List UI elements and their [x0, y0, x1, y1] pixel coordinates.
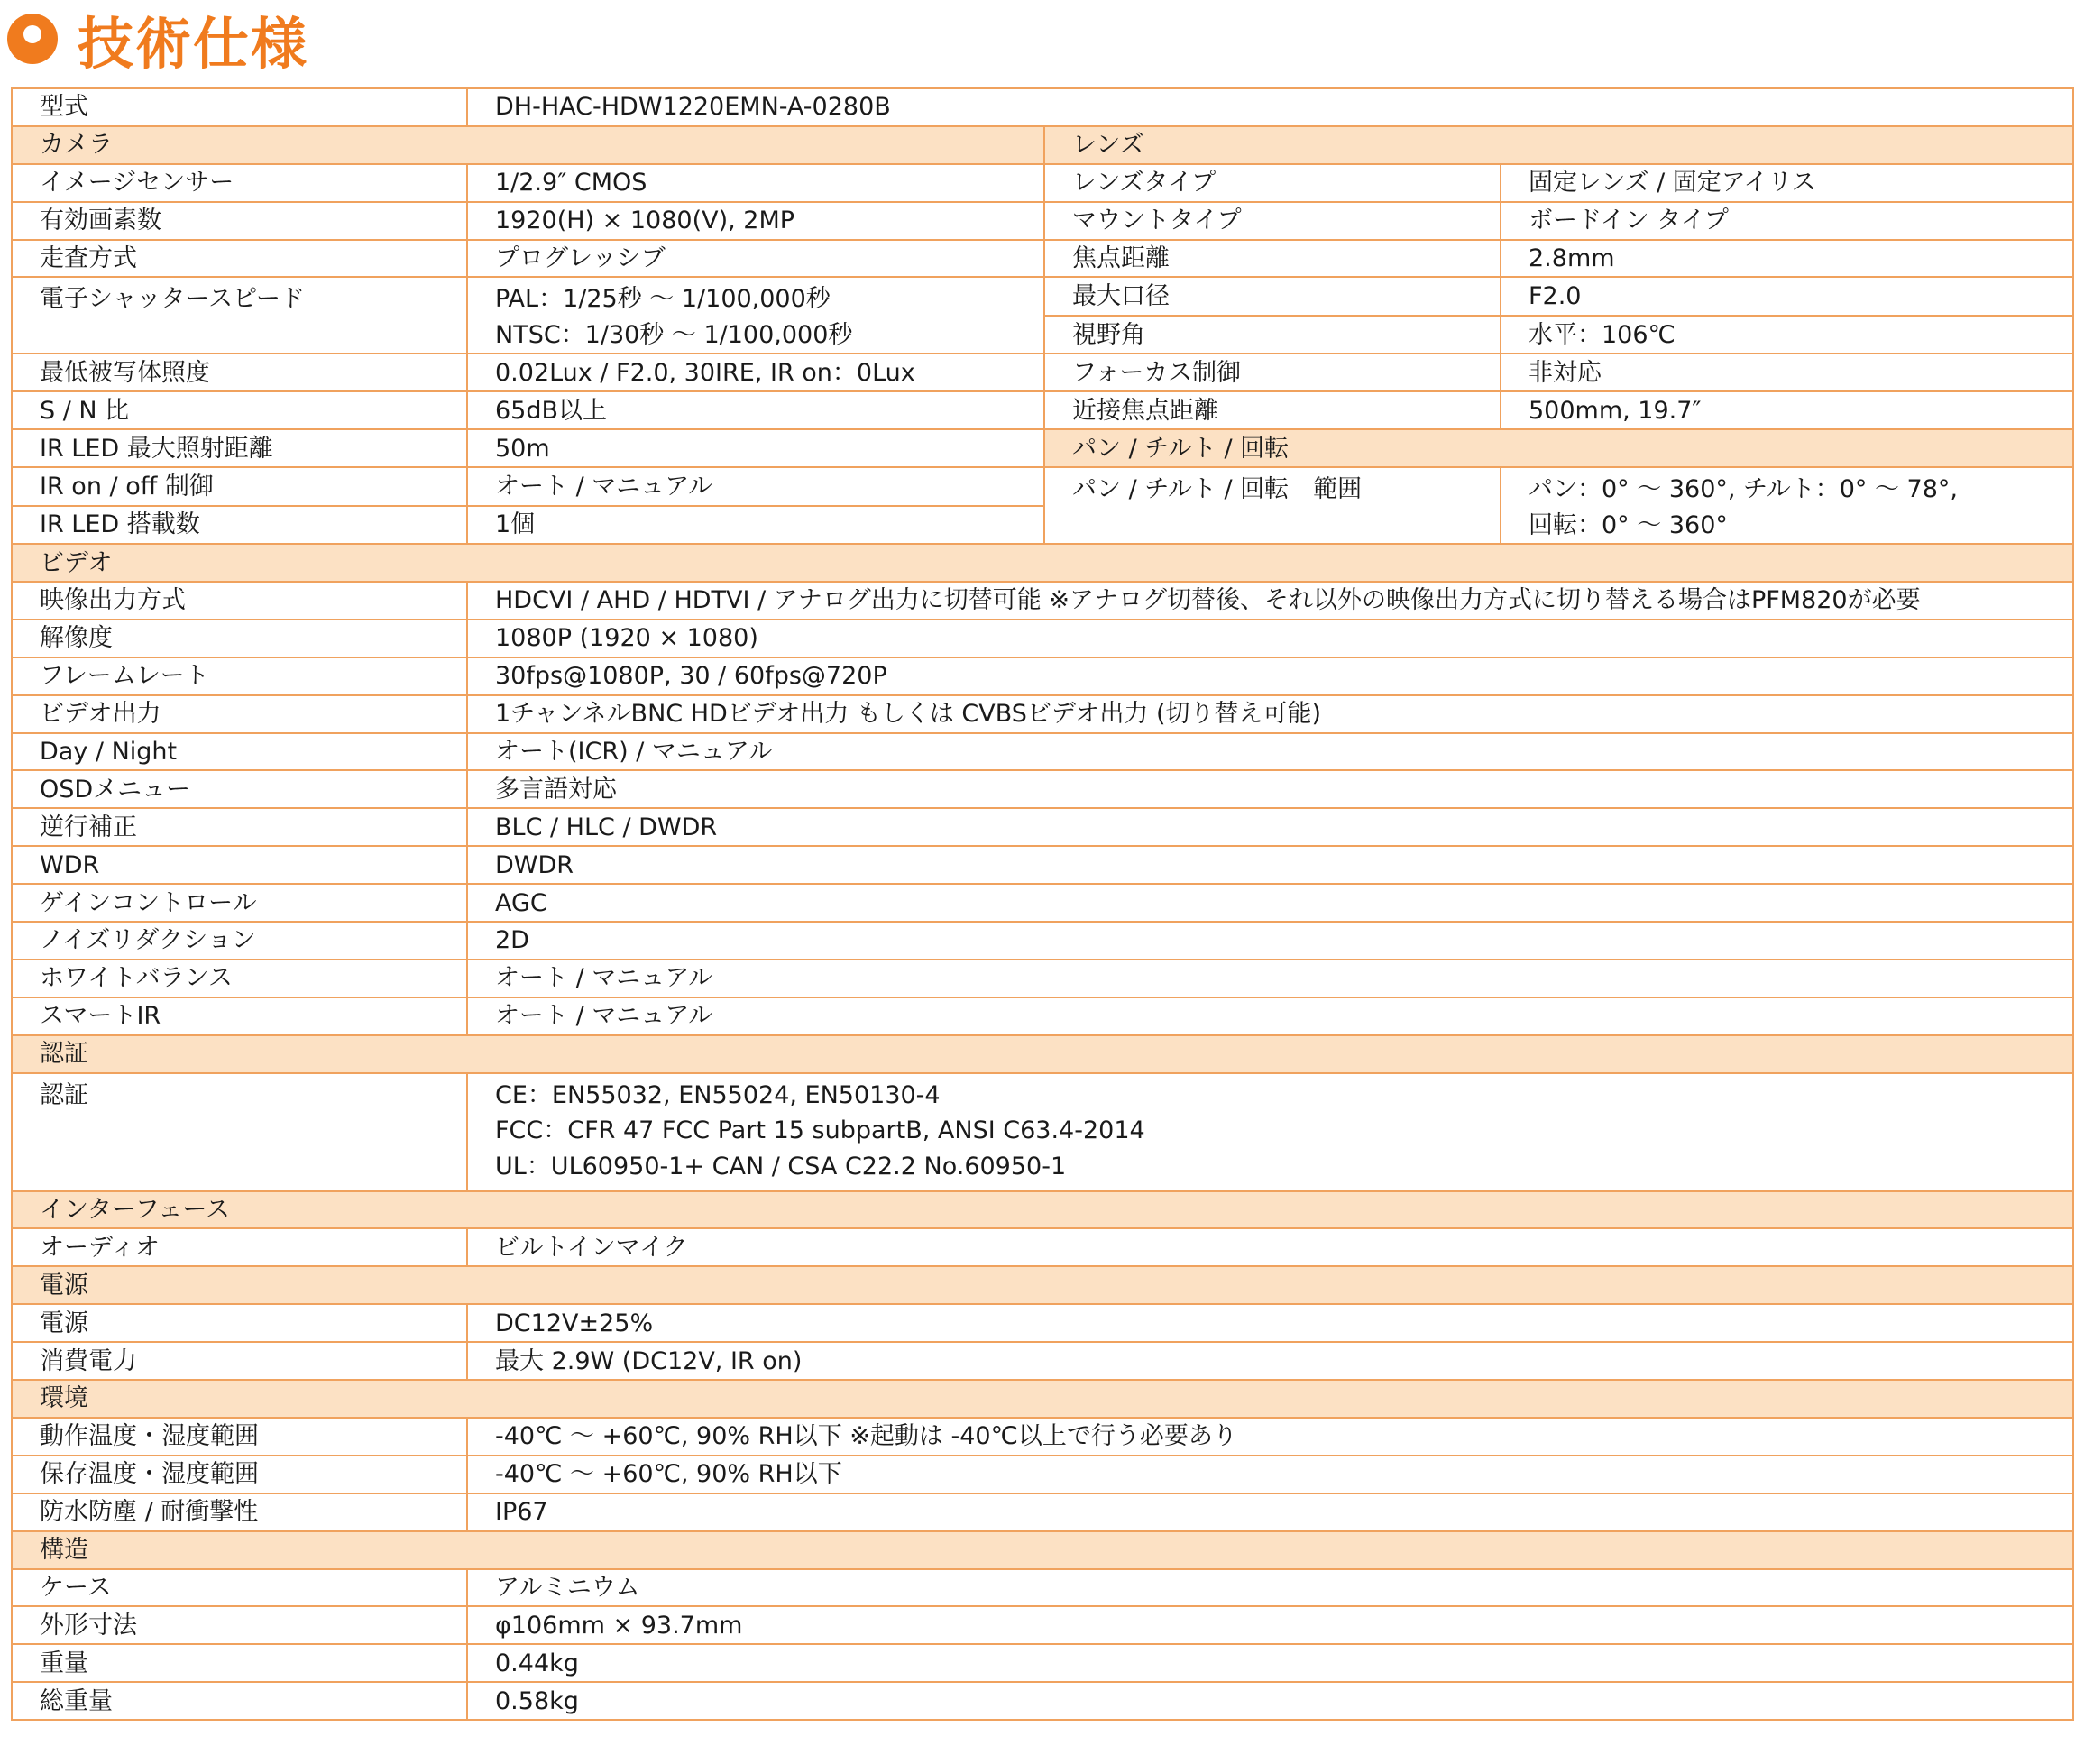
- row-value: BLC / HLC / DWDR: [467, 808, 2073, 846]
- table-row: [12, 1493, 2073, 1531]
- row-label: スマートIR: [12, 997, 467, 1035]
- lens-label: レンズタイプ: [1044, 164, 1501, 202]
- camera-value: 50m: [467, 429, 1044, 467]
- row-label: オーディオ: [12, 1228, 467, 1266]
- row-label: 認証: [12, 1073, 467, 1191]
- row-label: 解像度: [12, 620, 467, 657]
- lens-label: 最大口径: [1044, 277, 1501, 316]
- row-label: 重量: [12, 1644, 467, 1682]
- row-label: 動作温度・湿度範囲: [12, 1418, 467, 1456]
- lens-label: マウントタイプ: [1044, 202, 1501, 240]
- row-label: 逆行補正: [12, 808, 467, 846]
- camera-label: 電子シャッタースピード: [12, 277, 467, 354]
- table-row: [12, 846, 2073, 884]
- row-label: 映像出力方式: [12, 582, 467, 620]
- row-label: Day / Night: [12, 733, 467, 771]
- row-value: 0.58kg: [467, 1682, 2073, 1720]
- pan-tilt-line: パン：0° ～ 360°, チルト：0° ～ 78°,: [1529, 475, 1958, 504]
- table-row: [12, 1418, 2073, 1456]
- row-label: OSDメニュー: [12, 770, 467, 808]
- camera-value: [467, 277, 1044, 354]
- table-row: [12, 582, 2073, 620]
- row-value: AGC: [467, 884, 2073, 922]
- row-label: ビデオ出力: [12, 695, 467, 733]
- lens-label: 近接焦点距離: [1044, 391, 1501, 429]
- pan-tilt-label: パン / チルト / 回転 範囲: [1044, 467, 1501, 544]
- section-structure: 構造: [12, 1531, 2073, 1569]
- row-value: 1チャンネルBNC HDビデオ出力 もしくは CVBSビデオ出力 (切り替え可能): [467, 695, 2073, 733]
- camera-value: 65dB以上: [467, 391, 1044, 429]
- row-value: -40℃ ～ +60℃, 90% RH以下: [467, 1456, 2073, 1493]
- camera-value: 0.02Lux / F2.0, 30IRE, IR on：0Lux: [467, 354, 1044, 391]
- cert-fcc-line: FCC：CFR 47 FCC Part 15 subpartB, ANSI C63.4-2014: [495, 1116, 1145, 1145]
- row-value: IP67: [467, 1493, 2073, 1531]
- row-label: 総重量: [12, 1682, 467, 1720]
- table-row: [12, 733, 2073, 771]
- table-row: [12, 1606, 2073, 1644]
- camera-value: 1920(H) × 1080(V), 2MP: [467, 202, 1044, 240]
- row-label: 消費電力: [12, 1342, 467, 1380]
- shutter-ntsc-line: NTSC：1/30秒 ～ 1/100,000秒: [495, 320, 853, 349]
- row-label: ホワイトバランス: [12, 960, 467, 997]
- lens-label: 焦点距離: [1044, 240, 1501, 278]
- row-value: オート / マニュアル: [467, 997, 2073, 1035]
- section-header-row: [12, 126, 2073, 164]
- section-camera: カメラ: [12, 126, 1044, 164]
- table-row: [12, 997, 2073, 1035]
- row-value: オート(ICR) / マニュアル: [467, 733, 2073, 771]
- page-title: 技術仕様: [78, 10, 309, 77]
- row-value: 2D: [467, 922, 2073, 960]
- model-label: 型式: [12, 88, 467, 126]
- row-label: フレームレート: [12, 657, 467, 695]
- table-row: [12, 202, 2073, 240]
- lens-label: フォーカス制御: [1044, 354, 1501, 391]
- lens-value: 水平：106℃: [1501, 316, 2073, 354]
- row-value: [467, 1073, 2073, 1191]
- row-label: 保存温度・湿度範囲: [12, 1456, 467, 1493]
- section-lens: レンズ: [1044, 126, 2073, 164]
- camera-label: IR LED 搭載数: [12, 506, 467, 545]
- table-row: [12, 695, 2073, 733]
- lens-value: 固定レンズ / 固定アイリス: [1501, 164, 2073, 202]
- pan-tilt-value: [1501, 467, 2073, 544]
- row-value: 30fps@1080P, 30 / 60fps@720P: [467, 657, 2073, 695]
- row-label: 防水防塵 / 耐衝撃性: [12, 1493, 467, 1531]
- row-value: アルミニウム: [467, 1569, 2073, 1607]
- row-value: HDCVI / AHD / HDTVI / アナログ出力に切替可能 ※アナログ切替後、それ以外の映像出力方式に切り替える場合はPFM820が必要: [467, 582, 2073, 620]
- row-value: DWDR: [467, 846, 2073, 884]
- camera-label: 走査方式: [12, 240, 467, 278]
- table-row: [12, 657, 2073, 695]
- camera-label: S / N 比: [12, 391, 467, 429]
- model-value: DH-HAC-HDW1220EMN-A-0280B: [467, 88, 2073, 126]
- table-row: [12, 1073, 2073, 1191]
- camera-label: IR LED 最大照射距離: [12, 429, 467, 467]
- row-label: WDR: [12, 846, 467, 884]
- row-label: 電源: [12, 1304, 467, 1342]
- camera-label: 有効画素数: [12, 202, 467, 240]
- table-row: [12, 960, 2073, 997]
- camera-value: 1/2.9″ CMOS: [467, 164, 1044, 202]
- row-value: 0.44kg: [467, 1644, 2073, 1682]
- lens-value: F2.0: [1501, 277, 2073, 316]
- table-row: [12, 240, 2073, 278]
- table-row: [12, 1304, 2073, 1342]
- row-label: ノイズリダクション: [12, 922, 467, 960]
- lens-value: 非対応: [1501, 354, 2073, 391]
- table-row: [12, 1228, 2073, 1266]
- camera-value: オート / マニュアル: [467, 467, 1044, 506]
- table-row: [12, 277, 2073, 316]
- camera-label: IR on / off 制御: [12, 467, 467, 506]
- row-value: 1080P (1920 × 1080): [467, 620, 2073, 657]
- table-row: [12, 164, 2073, 202]
- cert-ul-line: UL：UL60950-1+ CAN / CSA C22.2 No.60950-1: [495, 1152, 1067, 1181]
- row-value: DC12V±25%: [467, 1304, 2073, 1342]
- table-row: [12, 391, 2073, 429]
- cert-ce-line: CE：EN55032, EN55024, EN50130-4: [495, 1080, 941, 1109]
- row-value: 多言語対応: [467, 770, 2073, 808]
- section-pan-tilt: パン / チルト / 回転: [1044, 429, 2073, 467]
- row-label: 外形寸法: [12, 1606, 467, 1644]
- table-row: [12, 429, 2073, 467]
- row-label: ゲインコントロール: [12, 884, 467, 922]
- row-value: φ106mm × 93.7mm: [467, 1606, 2073, 1644]
- row-value: オート / マニュアル: [467, 960, 2073, 997]
- table-row: [12, 1644, 2073, 1682]
- section-header-row: [12, 1035, 2073, 1073]
- lens-value: 500mm, 19.7″: [1501, 391, 2073, 429]
- shutter-pal-line: PAL：1/25秒 ～ 1/100,000秒: [495, 285, 831, 314]
- table-row: [12, 1342, 2073, 1380]
- row-label: ケース: [12, 1569, 467, 1607]
- page-header: [7, 2, 308, 76]
- section-header-row: [12, 1266, 2073, 1304]
- circle-bullet-icon: [7, 14, 58, 64]
- model-row: [12, 88, 2073, 126]
- section-header-row: [12, 1191, 2073, 1229]
- table-row: [12, 467, 2073, 506]
- lens-label: 視野角: [1044, 316, 1501, 354]
- table-row: [12, 884, 2073, 922]
- table-row: [12, 808, 2073, 846]
- camera-value: 1個: [467, 506, 1044, 545]
- section-header-row: [12, 1380, 2073, 1418]
- spec-table: [11, 87, 2074, 1721]
- table-row: [12, 1456, 2073, 1493]
- section-interface: インターフェース: [12, 1191, 2073, 1229]
- section-video: ビデオ: [12, 544, 2073, 582]
- table-row: [12, 1682, 2073, 1720]
- row-value: ビルトインマイク: [467, 1228, 2073, 1266]
- section-header-row: [12, 1531, 2073, 1569]
- section-header-row: [12, 544, 2073, 582]
- table-row: [12, 620, 2073, 657]
- rotation-line: 回転：0° ～ 360°: [1529, 510, 1728, 539]
- section-environment: 環境: [12, 1380, 2073, 1418]
- table-row: [12, 922, 2073, 960]
- table-row: [12, 354, 2073, 391]
- camera-value: プログレッシブ: [467, 240, 1044, 278]
- table-row: [12, 770, 2073, 808]
- section-certification: 認証: [12, 1035, 2073, 1073]
- lens-value: ボードイン タイプ: [1501, 202, 2073, 240]
- table-row: [12, 1569, 2073, 1607]
- section-power: 電源: [12, 1266, 2073, 1304]
- row-value: -40℃ ～ +60℃, 90% RH以下 ※起動は -40℃以上で行う必要あり: [467, 1418, 2073, 1456]
- lens-value: 2.8mm: [1501, 240, 2073, 278]
- camera-label: 最低被写体照度: [12, 354, 467, 391]
- camera-label: イメージセンサー: [12, 164, 467, 202]
- row-value: 最大 2.9W (DC12V, IR on): [467, 1342, 2073, 1380]
